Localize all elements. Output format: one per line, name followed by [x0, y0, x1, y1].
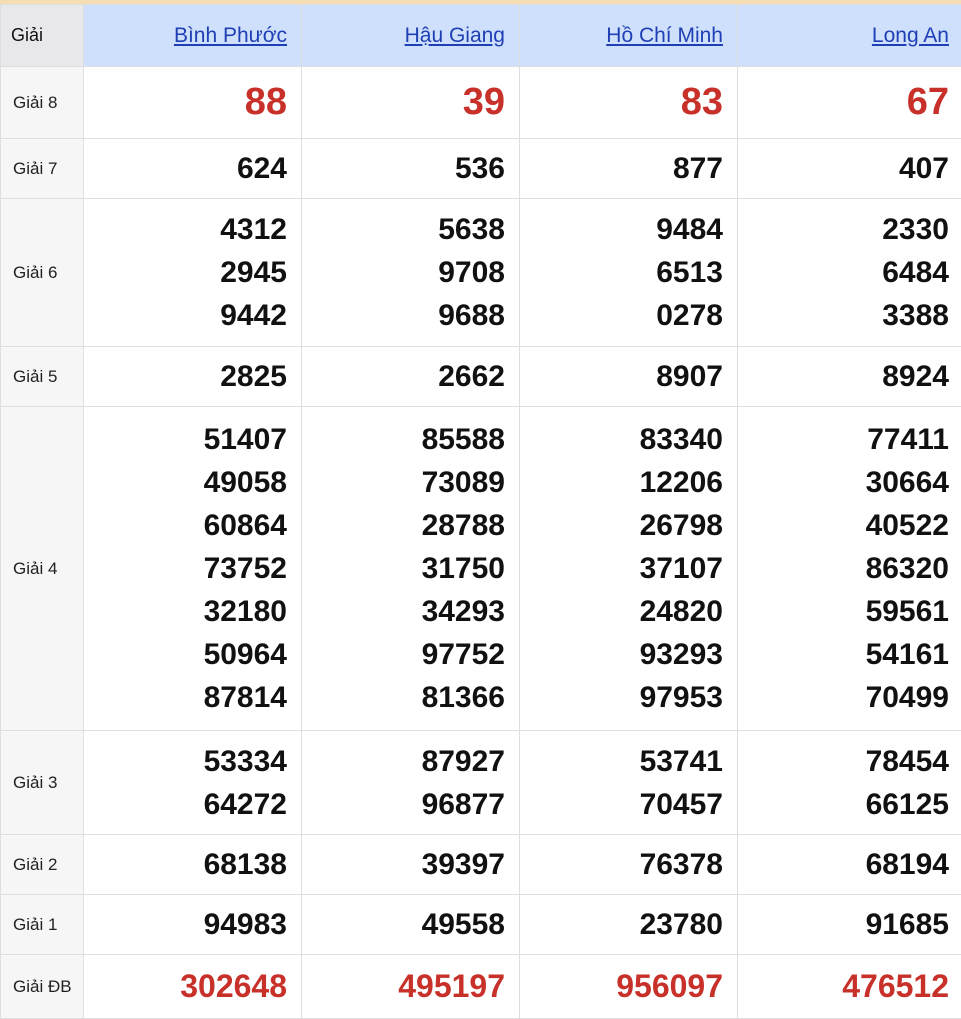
result-number: 86320 — [738, 547, 949, 590]
result-number: 73089 — [302, 461, 505, 504]
result-number: 495197 — [302, 965, 505, 1008]
prize-row-giai-1 — [1, 895, 961, 955]
result-cell — [738, 895, 961, 955]
result-number: 51407 — [84, 418, 287, 461]
province-header-binh-phuoc — [84, 5, 302, 67]
result-number: 76378 — [520, 843, 723, 886]
result-cell — [302, 407, 520, 731]
prize-column-header: Giải — [1, 5, 84, 67]
result-number: 39 — [302, 81, 505, 124]
result-number: 12206 — [520, 461, 723, 504]
result-number: 64272 — [84, 783, 287, 826]
province-link-hau-giang[interactable]: Hậu Giang — [405, 24, 505, 47]
result-number: 81366 — [302, 676, 505, 719]
result-number: 87927 — [302, 740, 505, 783]
result-number: 31750 — [302, 547, 505, 590]
result-cell — [84, 407, 302, 731]
result-number: 877 — [520, 147, 723, 190]
result-cell — [84, 835, 302, 895]
result-cell — [520, 199, 738, 347]
result-number: 37107 — [520, 547, 723, 590]
result-number: 40522 — [738, 504, 949, 547]
result-number: 34293 — [302, 590, 505, 633]
result-cell — [84, 139, 302, 199]
result-number: 54161 — [738, 633, 949, 676]
prize-row-giai-3 — [1, 731, 961, 835]
result-cell — [738, 199, 961, 347]
result-number: 24820 — [520, 590, 723, 633]
result-number: 70499 — [738, 676, 949, 719]
result-number: 4312 — [84, 208, 287, 251]
prize-label: Giải 8 — [1, 67, 84, 139]
result-cell — [84, 347, 302, 407]
result-number: 8907 — [520, 355, 723, 398]
province-link-ho-chi-minh[interactable]: Hồ Chí Minh — [606, 24, 723, 47]
result-number: 30664 — [738, 461, 949, 504]
result-number: 68138 — [84, 843, 287, 886]
result-number: 91685 — [738, 903, 949, 946]
result-number: 49558 — [302, 903, 505, 946]
result-cell — [302, 955, 520, 1019]
result-cell — [738, 835, 961, 895]
result-cell — [520, 139, 738, 199]
result-cell — [302, 835, 520, 895]
result-cell — [520, 731, 738, 835]
result-number: 0278 — [520, 294, 723, 337]
result-number: 8924 — [738, 355, 949, 398]
result-cell — [738, 139, 961, 199]
result-number: 9484 — [520, 208, 723, 251]
result-number: 77411 — [738, 418, 949, 461]
prize-label: Giải 7 — [1, 139, 84, 199]
result-cell — [738, 347, 961, 407]
prize-row-giai-4 — [1, 407, 961, 731]
result-number: 9688 — [302, 294, 505, 337]
result-cell — [520, 67, 738, 139]
result-cell — [302, 139, 520, 199]
result-number: 73752 — [84, 547, 287, 590]
result-number: 3388 — [738, 294, 949, 337]
result-number: 96877 — [302, 783, 505, 826]
result-number: 2945 — [84, 251, 287, 294]
result-number: 83340 — [520, 418, 723, 461]
prize-label: Giải 5 — [1, 347, 84, 407]
result-number: 83 — [520, 81, 723, 124]
result-number: 476512 — [738, 965, 949, 1008]
prize-row-giai-6 — [1, 199, 961, 347]
result-cell — [302, 895, 520, 955]
result-number: 23780 — [520, 903, 723, 946]
prize-label: Giải ĐB — [1, 955, 84, 1019]
prize-row-giai-7 — [1, 139, 961, 199]
result-number: 53334 — [84, 740, 287, 783]
result-number: 93293 — [520, 633, 723, 676]
result-number: 88 — [84, 81, 287, 124]
result-cell — [302, 199, 520, 347]
result-number: 94983 — [84, 903, 287, 946]
result-cell — [520, 347, 738, 407]
result-number: 85588 — [302, 418, 505, 461]
result-number: 2662 — [302, 355, 505, 398]
result-cell — [520, 407, 738, 731]
result-cell — [84, 67, 302, 139]
result-cell — [738, 67, 961, 139]
result-number: 78454 — [738, 740, 949, 783]
result-number: 97752 — [302, 633, 505, 676]
result-cell — [302, 347, 520, 407]
header-row — [1, 5, 961, 67]
result-number: 407 — [738, 147, 949, 190]
result-cell — [520, 895, 738, 955]
result-number: 624 — [84, 147, 287, 190]
province-header-long-an — [738, 5, 961, 67]
result-number: 87814 — [84, 676, 287, 719]
result-cell — [302, 67, 520, 139]
result-number: 6513 — [520, 251, 723, 294]
result-number: 66125 — [738, 783, 949, 826]
prize-row-giai-8 — [1, 67, 961, 139]
result-number: 53741 — [520, 740, 723, 783]
result-number: 70457 — [520, 783, 723, 826]
result-number: 97953 — [520, 676, 723, 719]
result-number: 6484 — [738, 251, 949, 294]
result-number: 9708 — [302, 251, 505, 294]
prize-label: Giải 2 — [1, 835, 84, 895]
province-link-long-an[interactable]: Long An — [872, 24, 949, 47]
prize-row-giai-db — [1, 955, 961, 1019]
result-cell — [84, 199, 302, 347]
result-cell — [84, 895, 302, 955]
result-cell — [738, 731, 961, 835]
results-table — [0, 4, 961, 1019]
result-number: 32180 — [84, 590, 287, 633]
result-number: 9442 — [84, 294, 287, 337]
prize-row-giai-2 — [1, 835, 961, 895]
prize-label: Giải 1 — [1, 895, 84, 955]
result-cell — [738, 407, 961, 731]
result-cell — [84, 955, 302, 1019]
province-header-ho-chi-minh — [520, 5, 738, 67]
result-number: 2330 — [738, 208, 949, 251]
result-number: 2825 — [84, 355, 287, 398]
result-number: 956097 — [520, 965, 723, 1008]
province-link-binh-phuoc[interactable]: Bình Phước — [174, 24, 287, 47]
prize-label: Giải 4 — [1, 407, 84, 731]
result-number: 302648 — [84, 965, 287, 1008]
result-number: 49058 — [84, 461, 287, 504]
result-cell — [302, 731, 520, 835]
result-number: 60864 — [84, 504, 287, 547]
result-cell — [520, 955, 738, 1019]
result-cell — [520, 835, 738, 895]
result-number: 50964 — [84, 633, 287, 676]
result-cell — [84, 731, 302, 835]
result-cell — [738, 955, 961, 1019]
result-number: 26798 — [520, 504, 723, 547]
result-number: 5638 — [302, 208, 505, 251]
prize-label: Giải 3 — [1, 731, 84, 835]
result-number: 59561 — [738, 590, 949, 633]
result-number: 536 — [302, 147, 505, 190]
province-header-hau-giang — [302, 5, 520, 67]
result-number: 39397 — [302, 843, 505, 886]
result-number: 67 — [738, 81, 949, 124]
prize-label: Giải 6 — [1, 199, 84, 347]
prize-row-giai-5 — [1, 347, 961, 407]
result-number: 28788 — [302, 504, 505, 547]
result-number: 68194 — [738, 843, 949, 886]
